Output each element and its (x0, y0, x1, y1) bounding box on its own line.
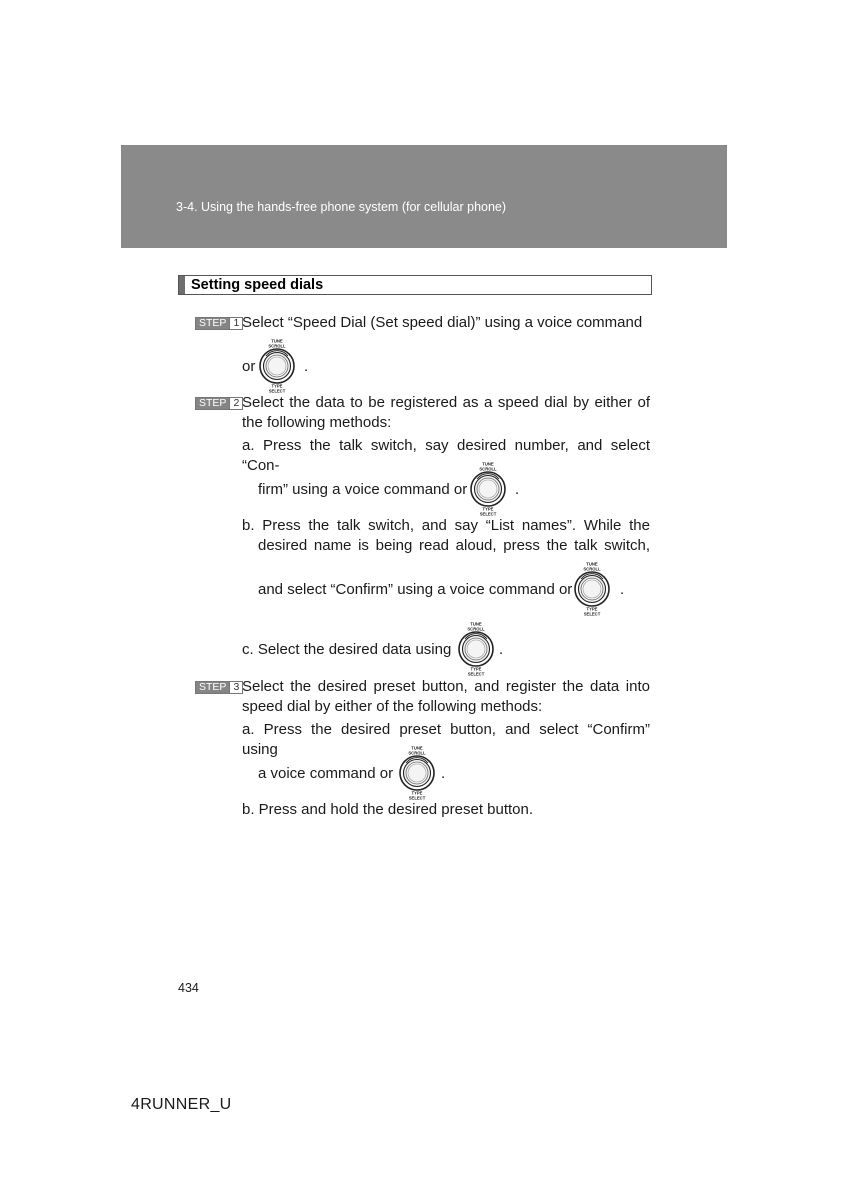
step-3-text-line-2: speed dial by either of the following methods: (242, 698, 543, 715)
knob-label-top-1: TUNE (470, 621, 482, 627)
step-2-text-line-2: the following methods: (242, 414, 392, 431)
knob-label-bottom-2: SELECT (479, 511, 497, 517)
section-title: Setting speed dials (191, 277, 324, 293)
knob-label-top-1: TUNE (411, 745, 423, 751)
knob-label-bottom-2: SELECT (583, 611, 601, 617)
step-3-method-a-line-2: a voice command or (258, 765, 394, 782)
step-1-text-period: . (304, 358, 309, 375)
tune-select-knob-icon (567, 560, 617, 618)
model-code: 4RUNNER_U (131, 1096, 232, 1113)
knob-label-top-2: SCROLL (479, 466, 497, 472)
knob-label-top-1: TUNE (586, 561, 598, 567)
step-2-method-c-line-1: c. Select the desired data using (242, 641, 452, 658)
step-2-badge (195, 397, 243, 410)
knob-label-top-2: SCROLL (583, 566, 601, 572)
step-badge-word: STEP (196, 682, 229, 693)
page-number: 434 (178, 981, 199, 995)
step-1-badge (195, 317, 243, 330)
step-2-method-a-line-2: firm” using a voice command or (258, 481, 468, 498)
step-2-method-b-period: . (620, 581, 625, 598)
chapter-breadcrumb: 3-4. Using the hands-free phone system (for cellular phone) (176, 200, 507, 214)
step-2-method-a-period: . (515, 481, 520, 498)
tune-select-knob-icon (451, 620, 504, 678)
step-badge-word: STEP (196, 318, 229, 329)
knob-label-bottom-1: TYPE (411, 790, 423, 796)
tune-select-knob-icon (392, 744, 442, 802)
knob-label-bottom-1: TYPE (271, 383, 283, 389)
step-1-text-line-1: Select “Speed Dial (Set speed dial)” using a voice command (242, 314, 643, 331)
knob-label-bottom-1: TYPE (482, 506, 494, 512)
knob-label-top-1: TUNE (482, 461, 494, 467)
step-2-text-line-1: Select the data to be registered as a speed dial by either of (242, 394, 650, 411)
step-1-text-or: or (242, 358, 256, 375)
step-2-method-b-line-3: and select “Confirm” using a voice command or (258, 581, 573, 598)
knob-label-top-2: SCROLL (467, 626, 485, 632)
section-heading-marker (179, 276, 185, 294)
knob-label-top-2: SCROLL (268, 343, 286, 349)
knob-label-bottom-2: SELECT (268, 388, 286, 394)
knob-label-bottom-1: TYPE (470, 666, 482, 672)
step-badge-word: STEP (196, 398, 229, 409)
chapter-header-band (121, 145, 727, 248)
tune-select-knob-icon (463, 460, 513, 518)
step-3-method-b-line-1: b. Press and hold the desired preset button. (242, 801, 534, 818)
step-2-method-b-line-1: b. Press the talk switch, and say “List names”. While the (242, 517, 650, 534)
knob-label-bottom-2: SELECT (467, 671, 485, 677)
step-badge-number: 3 (229, 682, 242, 693)
step-2-method-c-period: . (499, 641, 504, 658)
step-badge-number: 2 (229, 398, 242, 409)
knob-label-top-2: SCROLL (408, 750, 426, 756)
knob-label-top-1: TUNE (271, 338, 283, 344)
section-heading (178, 275, 652, 295)
step-2-method-a-line-1: a. Press the talk switch, say desired number, and select “Con- (242, 437, 650, 474)
tune-select-knob-icon (252, 337, 302, 395)
step-3-text-line-1: Select the desired preset button, and register the data into (242, 678, 650, 695)
knob-label-bottom-2: SELECT (408, 795, 426, 801)
knob-label-bottom-1: TYPE (586, 606, 598, 612)
step-badge-number: 1 (229, 318, 242, 329)
step-3-method-a-period: . (441, 765, 446, 782)
step-2-method-b-line-2: desired name is being read aloud, press the talk switch, (258, 537, 650, 554)
step-3-badge (195, 681, 243, 694)
step-3-method-a-line-1: a. Press the desired preset button, and select “Confirm” using (242, 721, 650, 758)
